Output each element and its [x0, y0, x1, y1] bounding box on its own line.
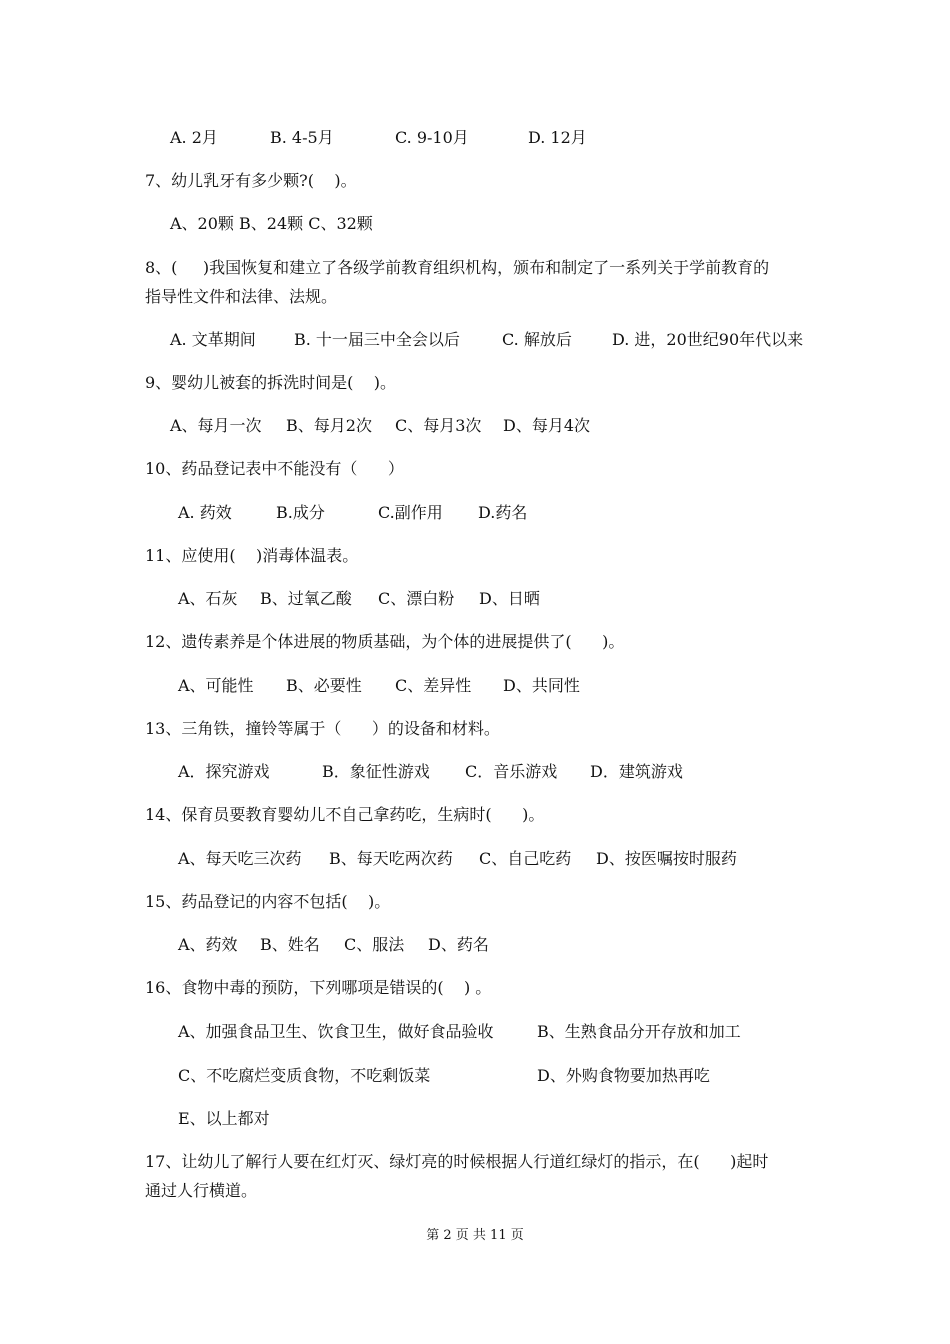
option: B. 十一届三中全会以后 — [294, 330, 460, 349]
option: A、药效 — [178, 935, 238, 954]
option: C.副作用 — [378, 503, 443, 522]
option: B．象征性游戏 — [322, 762, 430, 781]
option: A．探究游戏 — [178, 762, 270, 781]
option: C、差异性 — [395, 676, 472, 695]
question-10: 10、药品登记表中不能没有（ ） — [145, 459, 404, 478]
question-7: 7、幼儿乳牙有多少颗?( )。 — [145, 171, 357, 190]
option: A、可能性 — [178, 676, 254, 695]
option: A、每月一次 — [170, 416, 262, 435]
option: C、服法 — [344, 935, 405, 954]
question-12: 12、遗传素养是个体进展的物质基础，为个体的进展提供了( )。 — [145, 632, 625, 651]
question-16: 16、食物中毒的预防，下列哪项是错误的( ) 。 — [145, 978, 492, 997]
option: D、按医嘱按时服药 — [596, 849, 737, 868]
option: A. 药效 — [178, 503, 232, 522]
question-17-cont: 通过人行横道。 — [145, 1181, 258, 1200]
option: A、每天吃三次药 — [178, 849, 302, 868]
option: B. 4-5月 — [270, 128, 334, 147]
question-17: 17、让幼儿了解行人要在红灯灭、绿灯亮的时候根据人行道红绿灯的指示，在( )起时 — [145, 1152, 769, 1171]
question-11: 11、应使用( )消毒体温表。 — [145, 546, 359, 565]
options-q16-row3 — [0, 1109, 270, 1149]
option: B、姓名 — [260, 935, 320, 954]
option: D. 12月 — [528, 128, 587, 147]
option: B、每天吃两次药 — [329, 849, 453, 868]
option: C、自己吃药 — [479, 849, 572, 868]
option: A. 2月 — [170, 128, 218, 147]
option: C、漂白粉 — [378, 589, 455, 608]
option: D、每月4次 — [503, 416, 591, 435]
option: D、共同性 — [503, 676, 580, 695]
page-footer: 第 2 页 共 11 页 — [426, 1228, 524, 1243]
option: D、日晒 — [479, 589, 540, 608]
option: B、生熟食品分开存放和加工 — [537, 1022, 741, 1041]
option: C、不吃腐烂变质食物，不吃剩饭菜 — [178, 1066, 431, 1085]
option: A. 文革期间 — [170, 330, 256, 349]
option: E、以上都对 — [178, 1109, 270, 1128]
question-8-cont: 指导性文件和法律、法规。 — [145, 287, 338, 306]
question-9: 9、婴幼儿被套的拆洗时间是( )。 — [145, 373, 397, 392]
question-8: 8、( )我国恢复和建立了各级学前教育组织机构，颁布和制定了一系列关于学前教育的 — [145, 258, 770, 277]
option: A、加强食品卫生、饮食卫生，做好食品验收 — [178, 1022, 494, 1041]
options-q7 — [0, 214, 373, 254]
question-15: 15、药品登记的内容不包括( )。 — [145, 892, 391, 911]
question-14: 14、保育员要教育婴幼儿不自己拿药吃，生病时( )。 — [145, 805, 545, 824]
option: C. 9-10月 — [395, 128, 469, 147]
option: B.成分 — [276, 503, 325, 522]
option: B、过氧乙酸 — [260, 589, 352, 608]
option: A、20颗 B、24颗 C、32颗 — [170, 214, 373, 233]
option: D. 进，20世纪90年代以来 — [612, 330, 804, 349]
option: C. 解放后 — [502, 330, 572, 349]
option: B、必要性 — [286, 676, 362, 695]
option: D、外购食物要加热再吃 — [537, 1066, 710, 1085]
option: B、每月2次 — [286, 416, 372, 435]
option: D.药名 — [478, 503, 528, 522]
option: A、石灰 — [178, 589, 238, 608]
option: C、每月3次 — [395, 416, 482, 435]
option: D、药名 — [428, 935, 489, 954]
option: C．音乐游戏 — [465, 762, 558, 781]
question-13: 13、三角铁，撞铃等属于（ ）的设备和材料。 — [145, 719, 500, 738]
option: D．建筑游戏 — [590, 762, 683, 781]
